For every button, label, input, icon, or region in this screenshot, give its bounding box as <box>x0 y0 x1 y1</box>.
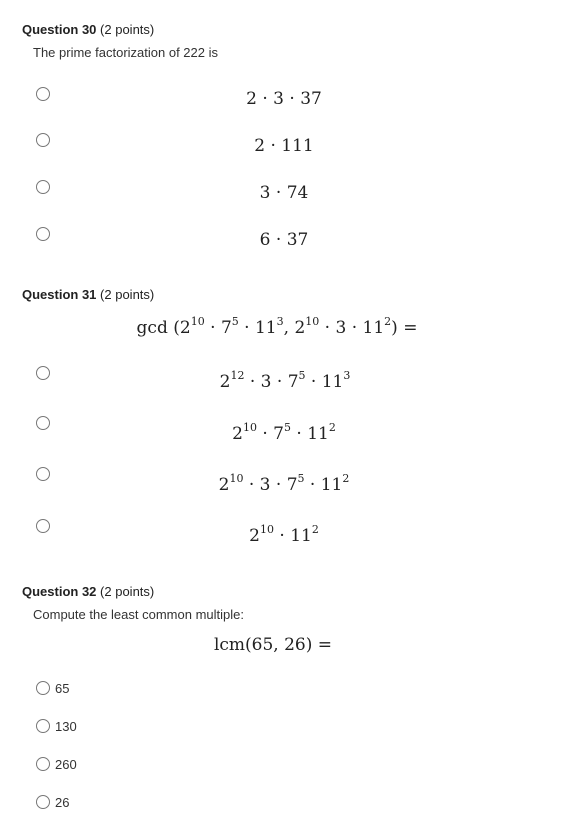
term-exponent: 3 <box>343 369 351 382</box>
gcd-function: gcd <box>136 318 168 338</box>
term-base: 2 <box>219 372 231 392</box>
operator: · <box>256 424 274 444</box>
question-30-header <box>22 22 154 37</box>
paren-open: ( <box>173 318 180 338</box>
term-base: 2 <box>249 526 260 546</box>
question-30-points: (2 points) <box>100 22 155 37</box>
term-exponent: 10 <box>242 421 257 434</box>
term-exponent: 2 <box>328 421 336 434</box>
separator: , <box>283 318 295 338</box>
question-30-title: Question 30 <box>22 22 97 37</box>
q31-option-1-label <box>219 369 351 392</box>
term-base: 11 <box>321 372 344 392</box>
question-31-points: (2 points) <box>100 287 155 302</box>
q30-option-2-radio[interactable] <box>36 133 50 147</box>
term-base: 2 <box>294 318 306 338</box>
operator: · <box>304 475 321 495</box>
term-exponent: 12 <box>230 369 245 382</box>
term-base: 7 <box>220 318 232 338</box>
question-30-prompt: The prime factorization of 222 is <box>33 45 218 60</box>
term-base: 7 <box>273 424 285 444</box>
term-base: 11 <box>290 526 312 546</box>
q30-option-3-label: 3 · 74 <box>259 183 309 203</box>
q31-option-2-radio[interactable] <box>36 416 50 430</box>
q30-option-3-radio[interactable] <box>36 180 50 194</box>
question-32-header <box>22 584 154 599</box>
q32-option-1-radio[interactable] <box>36 681 50 695</box>
q30-option-2-label: 2 · 111 <box>254 136 314 156</box>
question-32-points: (2 points) <box>100 584 155 599</box>
question-31-expression <box>136 315 418 338</box>
operator: · <box>291 424 308 444</box>
q30-option-4-label: 6 · 37 <box>259 230 309 250</box>
term-exponent: 5 <box>297 472 305 485</box>
term-base: 11 <box>362 318 385 338</box>
question-32-prompt: Compute the least common multiple: <box>33 607 244 622</box>
operator: · <box>273 526 291 546</box>
question-31-title: Question 31 <box>22 287 97 302</box>
operator: · <box>305 372 322 392</box>
q31-option-4-radio[interactable] <box>36 519 50 533</box>
q30-option-1-radio[interactable] <box>36 87 50 101</box>
question-32-title: Question 32 <box>22 584 97 599</box>
term-exponent: 10 <box>190 315 205 328</box>
q32-option-1-label: 65 <box>55 681 70 696</box>
q31-option-3-radio[interactable] <box>36 467 50 481</box>
q32-option-4-label: 26 <box>55 795 70 810</box>
q31-option-3-label <box>218 472 350 495</box>
q32-option-2-radio[interactable] <box>36 719 50 733</box>
term-exponent: 10 <box>305 315 320 328</box>
term-exponent: 3 <box>276 315 284 328</box>
term-exponent: 5 <box>284 421 292 434</box>
term-base: 11 <box>254 318 277 338</box>
q32-option-2-label: 130 <box>55 719 77 734</box>
term-exponent: 2 <box>384 315 392 328</box>
question-32-expression: lcm(65, 26) = <box>213 635 333 655</box>
term-exponent: 5 <box>231 315 239 328</box>
operator: · <box>204 318 221 338</box>
term-base: 11 <box>320 475 343 495</box>
term-exponent: 2 <box>311 523 319 536</box>
term-base: 2 <box>179 318 191 338</box>
q31-option-4-label <box>249 523 319 546</box>
term-exponent: 10 <box>259 523 274 536</box>
term-base: 7 <box>286 475 298 495</box>
term-base: 2 <box>218 475 230 495</box>
q30-option-4-radio[interactable] <box>36 227 50 241</box>
q32-option-4-radio[interactable] <box>36 795 50 809</box>
term-base: 2 <box>232 424 243 444</box>
term-exponent: 5 <box>298 369 306 382</box>
term-base: 11 <box>307 424 329 444</box>
q31-option-1-radio[interactable] <box>36 366 50 380</box>
question-31-header <box>22 287 154 302</box>
operator: · 3 · <box>243 475 287 495</box>
operator: · 3 · <box>319 318 363 338</box>
q32-option-3-radio[interactable] <box>36 757 50 771</box>
term-exponent: 10 <box>229 472 244 485</box>
term-base: 7 <box>287 372 299 392</box>
term-exponent: 2 <box>342 472 350 485</box>
q31-option-2-label <box>232 421 336 444</box>
operator: · 3 · <box>244 372 288 392</box>
paren-close-equals: ) = <box>391 318 418 338</box>
q32-option-3-label: 260 <box>55 757 77 772</box>
operator: · <box>238 318 255 338</box>
q30-option-1-label: 2 · 3 · 37 <box>246 89 322 109</box>
